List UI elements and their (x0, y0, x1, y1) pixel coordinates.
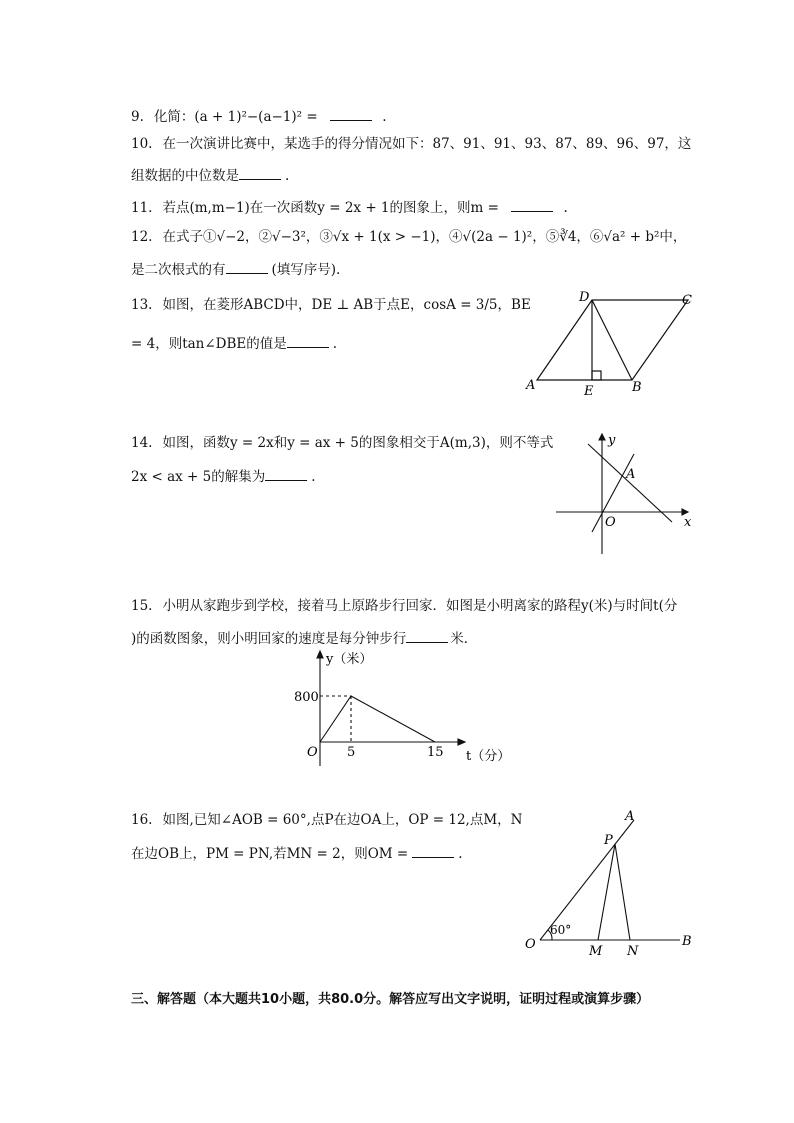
point-e-label: E (584, 384, 594, 399)
point-d-label: D (579, 290, 590, 305)
question-13 (131, 296, 531, 314)
question-14 (131, 434, 553, 452)
point-c-label: C (682, 293, 692, 308)
y-axis-label: y (608, 433, 616, 448)
question-tail: . (382, 109, 387, 125)
x-axis-arrow (458, 739, 465, 745)
function-graph-figure (552, 432, 702, 562)
point-a-label: A (626, 467, 636, 482)
question-15 (131, 597, 677, 615)
question-10-cont (131, 165, 289, 185)
question-text: 2x < ax + 5的解集为 (131, 469, 266, 485)
section-3-heading: 三、解答题（本大题共10小题，共80.0分。解答应写出文字说明，证明过程或演算步骤） (131, 992, 650, 1007)
answer-blank[interactable] (511, 197, 553, 212)
point-a-label: A (526, 378, 536, 393)
rhombus-figure (520, 288, 700, 398)
question-text: 如图，函数y = 2x和y = ax + 5的图象相交于A(m,3)，则不等式 (162, 435, 554, 451)
origin-label: O (605, 515, 616, 530)
question-number: 12. (131, 229, 153, 245)
point-m-label: M (589, 944, 603, 959)
question-16 (131, 811, 523, 829)
question-text: 组数据的中位数是 (131, 168, 239, 184)
question-text: 在一次演讲比赛中，某选手的得分情况如下：87、91、91、93、87、89、96、97，这 (162, 136, 692, 152)
distance-line (320, 696, 435, 742)
question-tail: (填写序号). (271, 262, 341, 278)
question-tail: . (311, 469, 316, 485)
y-axis-label: y（米） (326, 652, 373, 667)
point-n-label: N (627, 944, 639, 959)
question-16-cont (131, 843, 463, 863)
right-angle-mark (592, 371, 601, 380)
tick-label-5: 5 (347, 745, 356, 760)
question-tail: . (563, 200, 568, 216)
answer-blank[interactable] (287, 333, 329, 348)
x-axis-label: t（分） (466, 749, 511, 764)
angle-label: 60° (550, 923, 572, 937)
point-p-label: P (604, 833, 613, 848)
y-axis-arrow (599, 434, 605, 440)
question-number: 15. (131, 598, 153, 614)
answer-blank[interactable] (265, 466, 307, 481)
question-number: 14. (131, 435, 153, 451)
point-o-label: O (525, 937, 536, 952)
answer-blank[interactable] (330, 106, 372, 121)
question-14-cont (131, 466, 316, 486)
line-y-ax-plus-5 (588, 444, 672, 522)
question-text: 在式子①√−2，②√−3²，③√x + 1(x > −1)，④√(2a − 1)²，⑤∛4，⑥√a² + b²中， (162, 229, 687, 245)
segment-db (592, 300, 632, 380)
question-text: 如图,已知∠AOB = 60°,点P在边OA上，OP = 12,点M，N (162, 812, 523, 828)
answer-blank[interactable] (406, 628, 448, 643)
question-9 (131, 106, 387, 126)
question-12 (131, 228, 686, 246)
answer-blank[interactable] (412, 843, 454, 858)
question-tail: . (458, 846, 463, 862)
origin-label: O (307, 745, 318, 760)
question-10 (131, 135, 691, 153)
question-number: 13. (131, 297, 153, 313)
question-13-cont (131, 333, 337, 353)
question-text: 化简：(a + 1)²−(a−1)² = (153, 109, 318, 125)
question-text: 在边OB上，PM = PN,若MN = 2，则OM = (131, 846, 409, 862)
x-axis-label: x (684, 515, 692, 530)
segment-pm (598, 844, 615, 940)
segment-pn (615, 844, 630, 940)
question-text: 若点(m,m−1)在一次函数y = 2x + 1的图象上，则m = (162, 200, 499, 216)
question-text: 小明从家跑步到学校，接着马上原路步行回家．如图是小明离家的路程y(米)与时间t(分 (162, 598, 678, 614)
question-number: 10. (131, 136, 153, 152)
question-text: 是二次根式的有 (131, 262, 226, 278)
question-11 (131, 197, 568, 217)
question-tail: 米． (450, 631, 478, 647)
question-12-cont (131, 259, 340, 279)
question-number: 16. (131, 812, 153, 828)
question-number: 11. (131, 200, 153, 216)
point-a-label: A (625, 809, 635, 824)
answer-blank[interactable] (239, 165, 281, 180)
question-tail: . (332, 336, 338, 352)
answer-blank[interactable] (226, 259, 268, 274)
tick-label-800: 800 (294, 690, 319, 705)
ray-oa (540, 820, 634, 940)
tick-label-15: 15 (427, 745, 444, 760)
question-text: 如图，在菱形ABCD中，DE ⊥ AB于点E，cosA = 3/5，BE (162, 297, 531, 313)
y-axis-arrow (317, 651, 323, 658)
distance-time-graph (290, 646, 510, 771)
question-number: 9. (131, 109, 144, 125)
question-tail: . (285, 168, 290, 184)
point-b-label: B (682, 934, 692, 949)
question-15-cont (131, 628, 477, 648)
question-text: = 4，则tan∠DBE的值是 (131, 336, 287, 352)
question-text: )的函数图象，则小明回家的速度是每分钟步行 (131, 631, 407, 647)
angle-figure (520, 806, 700, 961)
point-b-label: B (632, 380, 642, 395)
